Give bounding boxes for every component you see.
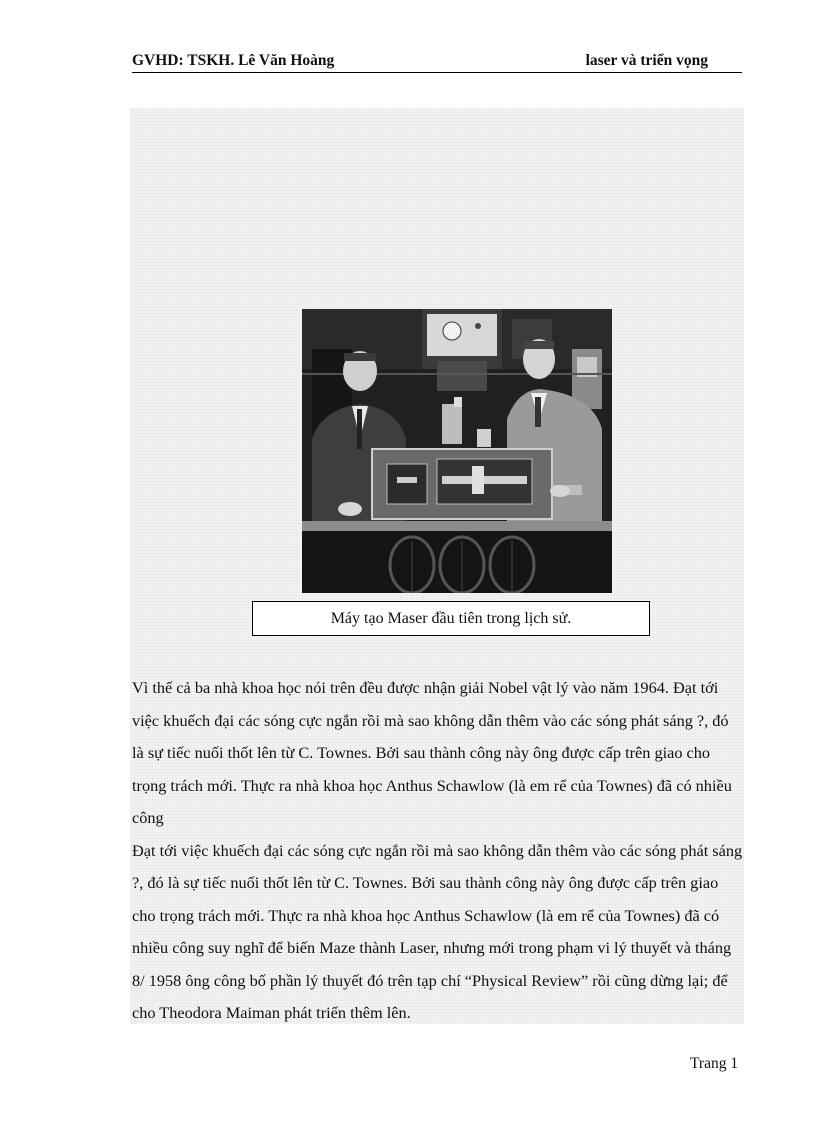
figure-caption: Máy tạo Maser đầu tiên trong lịch sử. bbox=[252, 601, 650, 636]
maser-photo bbox=[302, 309, 612, 593]
paragraph-2: Đạt tới việc khuếch đại các sóng cực ngắn rồi mà sao không dẫn thêm vào các sóng phát sáng ?, đó là sự tiếc nuối thốt lên từ C. Townes. Bởi sau thành công này ông được cấp trên giao cho trọng trách mới. Thực ra nhà khoa học Anthus Schawlow (là em rể của Townes) đã có nhiều công suy nghĩ để biến Maze thành Laser, nhưng mới trong phạm vi lý thuyết và tháng 8/ 1958 ông công bố phần lý thuyết đó trên tạp chí “Physical Review” rồi cũng dừng lại; để cho Theodora Maiman phát triển thêm lên. bbox=[132, 840, 743, 1022]
body-text bbox=[132, 672, 744, 1030]
page-header bbox=[132, 52, 742, 73]
paragraph-1: Vì thế cả ba nhà khoa học nói trên đều được nhận giải Nobel vật lý vào năm 1964. Đạt tới việc khuếch đại các sóng cực ngắn rồi mà sao không dẫn thêm vào các sóng phát sáng ?, đó là sự tiếc nuối thốt lên từ C. Townes. Bởi sau thành công này ông được cấp trên giao cho trọng trách mới. Thực ra nhà khoa học Anthus Schawlow (là em rể của Townes) đã có nhiều công bbox=[132, 678, 732, 827]
header-topic: laser và triển vọng bbox=[585, 52, 708, 69]
page-number: Trang 1 bbox=[690, 1055, 739, 1072]
header-advisor: GVHD: TSKH. Lê Văn Hoàng bbox=[132, 52, 335, 69]
